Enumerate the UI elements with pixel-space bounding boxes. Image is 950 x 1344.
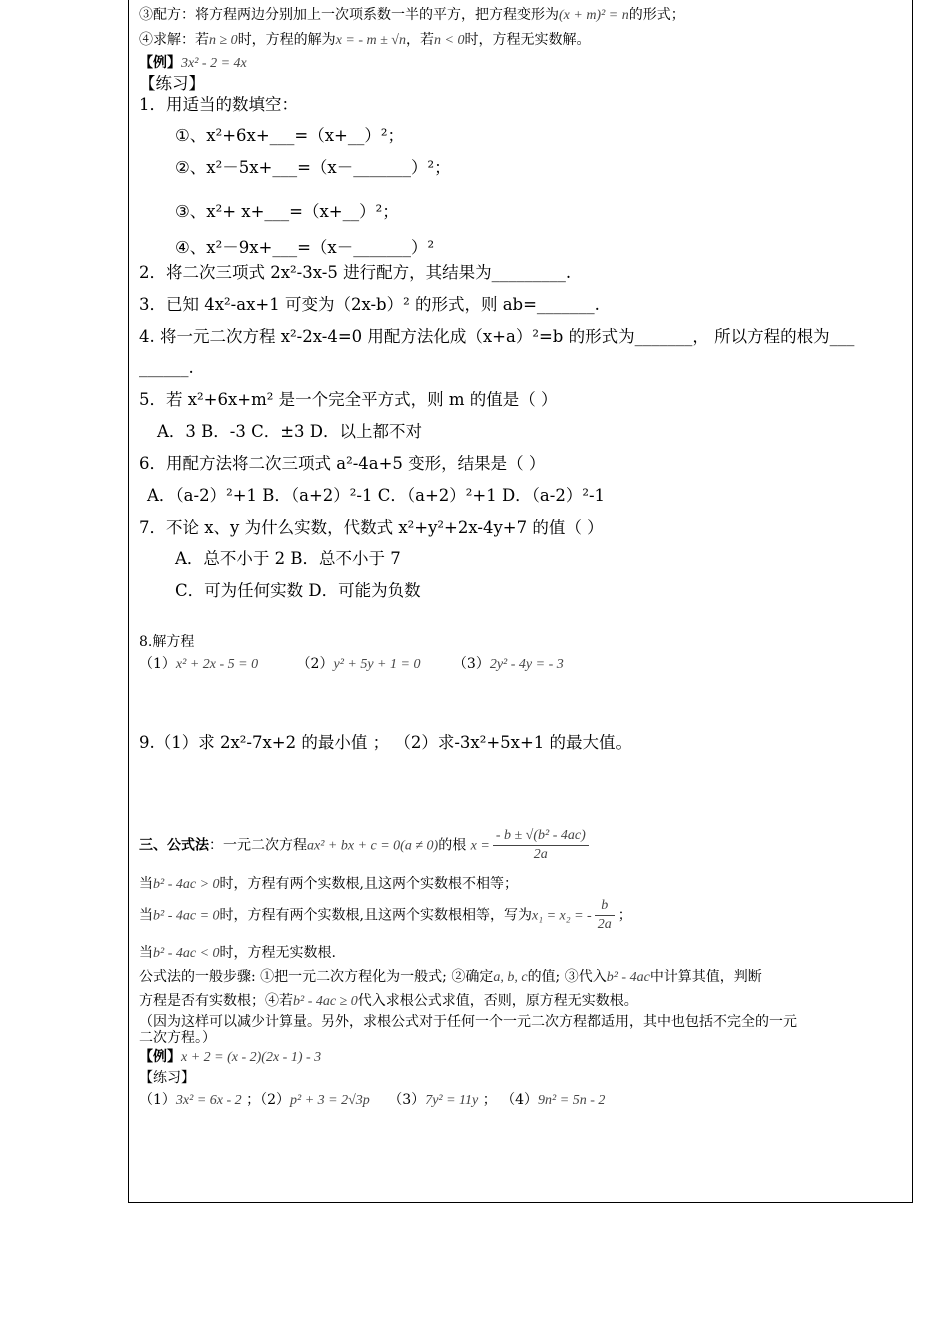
q6: 6．用配方法将二次三项式 a²-4a+5 变形，结果是（ ）: [139, 454, 546, 473]
practice1-label: 【练习】: [139, 74, 205, 93]
steps-line2: 方程是否有实数根；④若b² - 4ac ≥ 0代入求根公式求值，否则，原方程无实数根。: [139, 993, 638, 1009]
case-negative: 当b² - 4ac < 0时，方程无实数根.: [139, 945, 336, 961]
q7-options-1: A．总不小于 2 B．总不小于 7: [175, 549, 401, 568]
q4-line1: 4. 将一元二次方程 x²-2x-4=0 用配方法化成（x+a）²=b 的形式为_______， 所以方程的根为___: [139, 327, 855, 346]
q7: 7．不论 x、y 为什么实数，代数式 x²+y²+2x-4y+7 的值（ ）: [139, 518, 604, 537]
q1-item-2: ②、x²－5x+___=（x－_______）²；: [175, 158, 451, 177]
q6-options: A．（a-2）²+1 B．（a+2）²-1 C．（a+2）²+1 D．（a-2）²-1: [147, 486, 606, 505]
case-zero: 当b² - 4ac = 0时，方程有两个实数根,且这两个实数根相等，写为x₁ = x₂ = - $\frac{b}{2a}$ ；: [139, 898, 632, 933]
q2: 2．将二次三项式 2x²-3x-5 进行配方，其结果为_________.: [139, 263, 572, 282]
q7-options-2: C．可为任何实数 D．可能为负数: [175, 581, 421, 600]
q3: 3．已知 4x²-ax+1 可变为（2x-b）² 的形式，则 ab=_______.: [139, 295, 600, 314]
q1-item-1: ①、x²+6x+___=（x+__）²；: [175, 126, 404, 145]
practice2-label: 【练习】: [139, 1070, 195, 1086]
case-positive: 当b² - 4ac > 0时，方程有两个实数根,且这两个实数根不相等；: [139, 876, 518, 892]
q8-equations: （1）x² + 2x - 5 = 0 （2）y² + 5y + 1 = 0 （3）2y² - 4y = - 3: [139, 656, 564, 672]
step3-line: ③配方：将方程两边分别加上一次项系数一半的平方，把方程变形为(x + m)² = n的形式；: [139, 7, 685, 23]
example1: 【例】3x² - 2 = 4x: [139, 55, 247, 71]
q1: 1．用适当的数填空：: [139, 95, 298, 114]
steps-line1: 公式法的一般步骤: ①把一元二次方程化为一般式; ②确定a, b, c的值; ③代入b² - 4ac中计算其值，判断: [139, 969, 762, 985]
q5-options: A．3 B．-3 C．±3 D．以上都不对: [157, 422, 423, 441]
example2: 【例】x + 2 = (x - 2)(2x - 1) - 3: [139, 1049, 322, 1065]
formula-intro: 三、公式法：一元二次方程ax² + bx + c = 0(a ≠ 0)的根 x = $\frac{\text{- b ± √(b² - 4ac)}}{2a}$: [139, 828, 592, 863]
q4-line2: ______.: [139, 358, 194, 377]
q1-item-4: ④、x²－9x+___=（x－_______）²: [175, 238, 435, 257]
note-line2: 二次方程。）: [139, 1030, 216, 1046]
q8: 8.解方程: [139, 634, 195, 650]
step4-line: ④求解：若n ≥ 0时，方程的解为x = - m ± √n，若n < 0时，方程无实数解。: [139, 32, 591, 48]
q5: 5．若 x²+6x+m² 是一个完全平方式，则 m 的值是（ ）: [139, 390, 558, 409]
q1-item-3: ③、x²+ x+___=（x+__）²；: [175, 202, 399, 221]
practice2-items: （1）3x² = 6x - 2 ；（2）p² + 3 = 2√3p （3）7y² = 11y ； （4）9n² = 5n - 2: [139, 1092, 606, 1108]
q9: 9.（1）求 2x²-7x+2 的最小值 ； （2）求-3x²+5x+1 的最大值。: [139, 733, 633, 752]
note-line1: （因为这样可以减少计算量。另外，求根公式对于任何一个一元二次方程都适用，其中也包括不完全的一元: [139, 1014, 797, 1030]
